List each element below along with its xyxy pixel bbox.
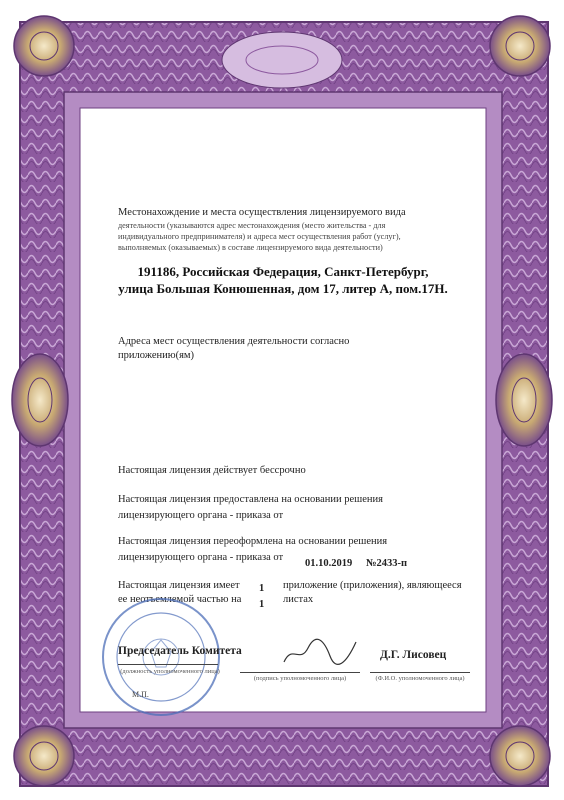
reissued-line1: Настоящая лицензия переоформлена на основании решения — [118, 536, 388, 547]
position-line — [118, 664, 218, 665]
granted-line2: лицензирующего органа - приказа от — [118, 510, 284, 521]
side-rosette-right — [496, 354, 552, 446]
side-rosette-left — [12, 354, 68, 446]
granted-line1: Настоящая лицензия предоставлена на основании решения — [118, 494, 383, 505]
signature-line — [240, 672, 360, 673]
caption-signature: (подпись уполномоченного лица) — [253, 675, 347, 682]
round-seal — [96, 592, 226, 722]
location-heading-line4: выполняемых (оказываемых) в составе лицензируемого вида деятельности) — [118, 243, 383, 252]
caption-position: (должность уполномоченного лица) — [120, 668, 220, 675]
corner-rosette-top-right — [490, 16, 550, 76]
corner-rosette-bottom-left — [14, 726, 74, 786]
activity-addresses-line2: приложению(ям) — [118, 350, 195, 361]
corner-rosette-bottom-right — [490, 726, 550, 786]
location-heading-line3: индивидуального предпринимателя) и адреса мест осуществления работ (услуг), — [118, 232, 401, 241]
annex-line1-tail: приложение (приложения), являющееся — [283, 580, 462, 591]
location-heading-line2: деятельности (указываются адрес местонахождения (место жительства - для — [118, 221, 386, 230]
reissued-order-date: 01.10.2019 — [305, 558, 353, 569]
reissued-order-number: №2433-п — [366, 558, 408, 569]
annex-line2: ее неотъемлемой частью на — [118, 594, 242, 605]
handwritten-signature — [280, 634, 360, 670]
seal-label: М.П. — [132, 690, 149, 699]
annex-count: 1 — [259, 583, 265, 594]
reissued-line2: лицензирующего органа - приказа от — [118, 552, 284, 563]
address-line1: 191186, Российская Федерация, Санкт-Петербург, — [137, 264, 429, 279]
annex-line2-tail: листах — [283, 594, 314, 605]
signatory-position: Председатель Комитета — [118, 645, 242, 657]
address-line2: улица Большая Конюшенная, дом 17, литер А, пом.17Н. — [118, 281, 448, 296]
validity-text: Настоящая лицензия действует бессрочно — [118, 465, 306, 476]
name-line — [370, 672, 470, 673]
annex-line1: Настоящая лицензия имеет — [118, 580, 240, 591]
location-heading-line1: Местонахождение и места осуществления лицензируемого вида — [118, 207, 406, 218]
top-medallion — [222, 32, 342, 88]
activity-addresses-line1: Адреса мест осуществления деятельности согласно — [118, 336, 350, 347]
annex-sheets: 1 — [259, 599, 265, 610]
signatory-name: Д.Г. Лисовец — [380, 649, 447, 661]
corner-rosette-top-left — [14, 16, 74, 76]
caption-name: (Ф.И.О. уполномоченного лица) — [375, 675, 465, 682]
